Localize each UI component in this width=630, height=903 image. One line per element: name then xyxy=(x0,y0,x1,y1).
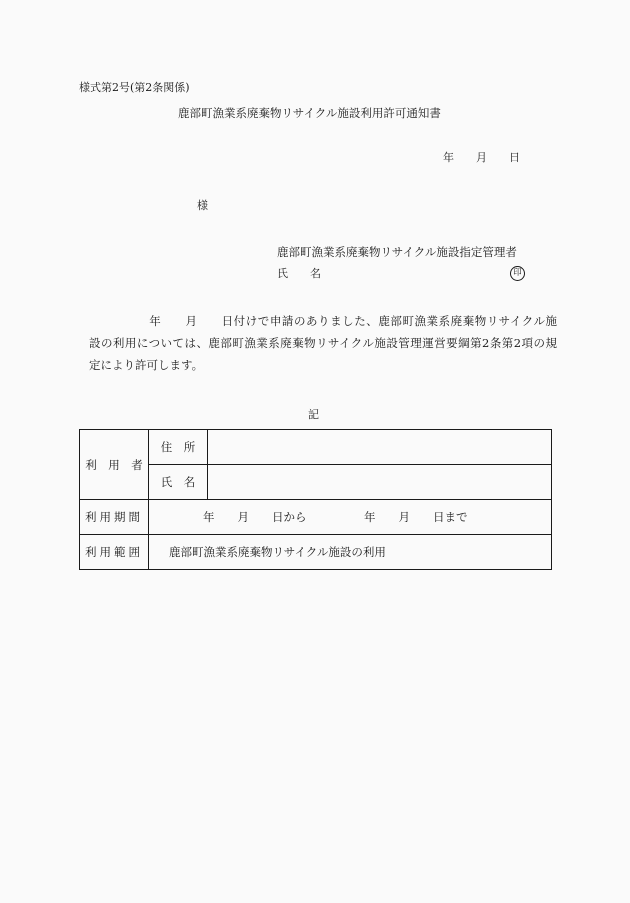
body-line-1: 年 月 日付けで申請のありました、鹿部町漁業系廃棄物リサイクル施 xyxy=(89,314,557,328)
permit-record-table xyxy=(79,429,552,570)
seal-mark: 印 xyxy=(510,266,525,281)
issuer-name-label: 氏 名 xyxy=(277,267,321,280)
body-line-3: 定により許可します。 xyxy=(89,358,204,372)
issuer-org: 鹿部町漁業系廃棄物リサイクル施設指定管理者 xyxy=(277,245,517,259)
address-value-cell xyxy=(208,430,552,465)
form-number: 様式第2号(第2条関係) xyxy=(79,81,190,94)
scope-label: 利用範囲 xyxy=(80,535,149,570)
body-line-2: 設の利用については、鹿部町漁業系廃棄物リサイクル施設管理運営要綱第2条第2項の規 xyxy=(89,336,557,350)
name-value-cell xyxy=(208,465,552,500)
user-label: 利 用 者 xyxy=(80,430,149,500)
record-heading: 記 xyxy=(308,408,319,421)
addressee-suffix: 様 xyxy=(197,199,208,212)
period-label: 利用期間 xyxy=(80,500,149,535)
document-title: 鹿部町漁業系廃棄物リサイクル施設利用許可通知書 xyxy=(178,106,441,120)
address-label: 住 所 xyxy=(149,430,208,465)
period-value: 年 月 日から 年 月 日まで xyxy=(149,500,552,535)
date-line: 年 月 日 xyxy=(443,151,520,164)
name-label: 氏 名 xyxy=(149,465,208,500)
scope-value: 鹿部町漁業系廃棄物リサイクル施設の利用 xyxy=(149,535,552,570)
